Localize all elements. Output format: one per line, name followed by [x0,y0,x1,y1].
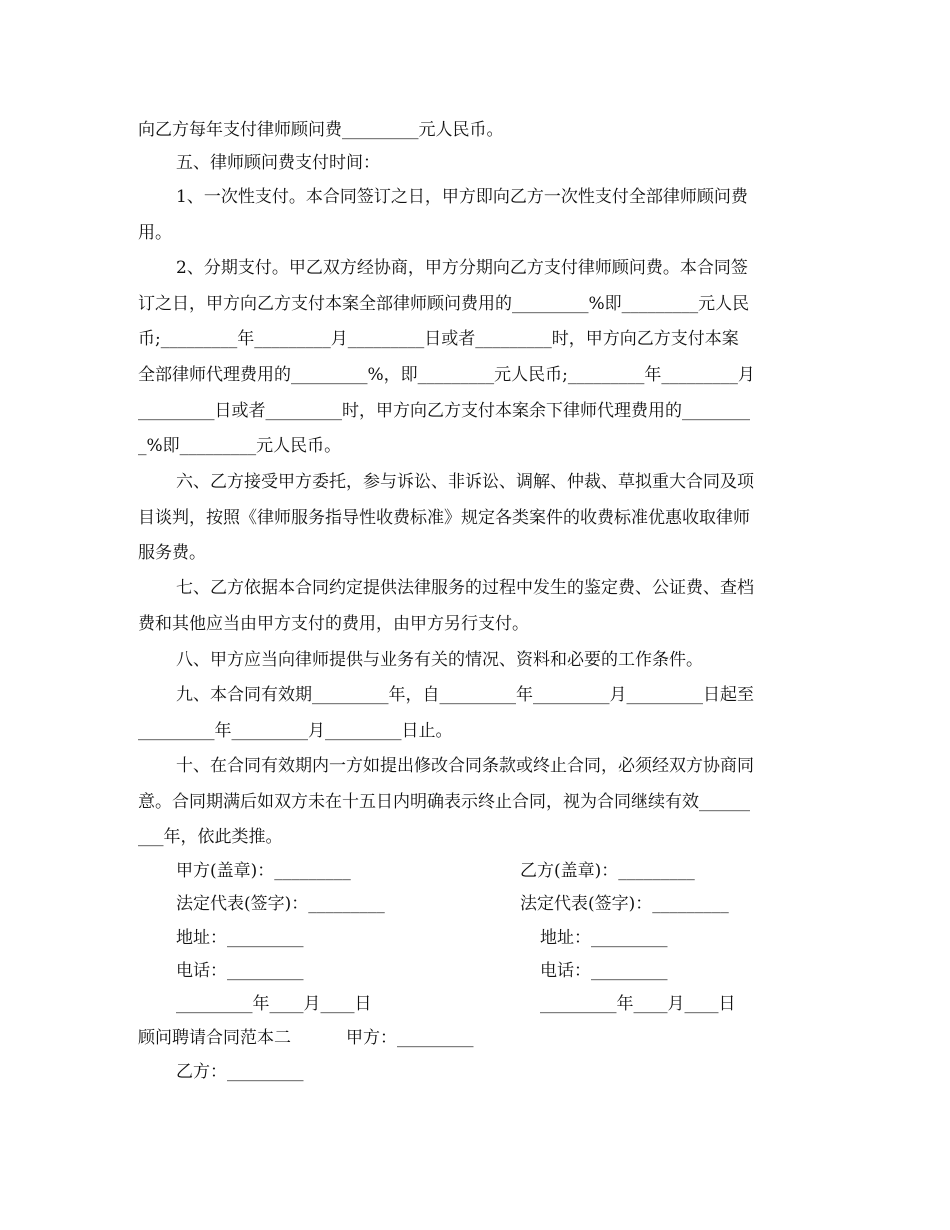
text-line: 1、一次性支付。本合同签订之日，甲方即向乙方一次性支付全部律师顾问费 [176,187,748,207]
text-line: 2、分期支付。甲乙双方经协商，甲方分期向乙方支付律师顾问费。本合同签 [176,258,748,278]
text-line: 意。合同期满后如双方未在十五日内明确表示终止合同，视为合同继续有效______ [138,792,750,812]
text-line: 七、乙方依据本合同约定提供法律服务的过程中发生的鉴定费、公证费、查档 [176,578,754,598]
text-line: 十、在合同有效期内一方如提出修改合同条款或终止合同，必须经双方协商同 [176,756,754,776]
party-b-representative: 法定代表(签字)：_________ [520,894,729,914]
text-line: 六、乙方接受甲方委托，参与诉讼、非诉讼、调解、仲裁、草拟重大合同及项 [176,472,754,492]
party-b-phone: 电话：_________ [540,961,668,981]
text-line: 目谈判，按照《律师服务指导性收费标准》规定各类案件的收费标准优惠收取律师 [138,508,750,528]
text-line: 服务费。 [138,543,206,563]
text-line: 九、本合同有效期_________年，自_________年_________月_________日起至 [176,685,754,705]
sample-party-b: 乙方：_________ [176,1062,304,1082]
text-line: _________年_________月_________日止。 [138,721,453,741]
party-a-representative: 法定代表(签字)：_________ [176,894,385,914]
text-line: ___年，依此类推。 [138,827,283,847]
sample-title: 顾问聘请合同范本二 [138,1028,291,1048]
text-line: 费和其他应当由甲方支付的费用，由甲方另行支付。 [138,614,529,634]
sample-party-a: 甲方：_________ [346,1028,474,1048]
party-a-seal: 甲方(盖章)：_________ [176,861,351,881]
text-line: _________日或者_________时，甲方向乙方支付本案余下律师代理费用的________ [138,401,750,421]
party-a-date: _________年____月____日 [176,994,372,1014]
text-line: 全部律师代理费用的_________%，即_________元人民币;_________年_________月 [138,365,755,385]
text-line: 币;_________年_________月_________日或者_________时，甲方向乙方支付本案 [138,329,739,349]
party-b-date: _________年____月____日 [540,994,736,1014]
text-line: _%即_________元人民币。 [138,436,342,456]
party-b-seal: 乙方(盖章)：_________ [520,861,695,881]
text-line: 订之日，甲方向乙方支付本案全部律师顾问费用的_________%即_________元人民 [138,294,750,314]
party-b-address: 地址：_________ [540,928,668,948]
section-heading: 五、律师顾问费支付时间： [176,153,380,173]
text-line: 八、甲方应当向律师提供与业务有关的情况、资料和必要的工作条件。 [176,650,703,670]
party-a-address: 地址：_________ [176,928,304,948]
text-line: 用。 [138,223,172,243]
text-line: 向乙方每年支付律师顾问费_________元人民币。 [138,120,504,140]
party-a-phone: 电话：_________ [176,961,304,981]
